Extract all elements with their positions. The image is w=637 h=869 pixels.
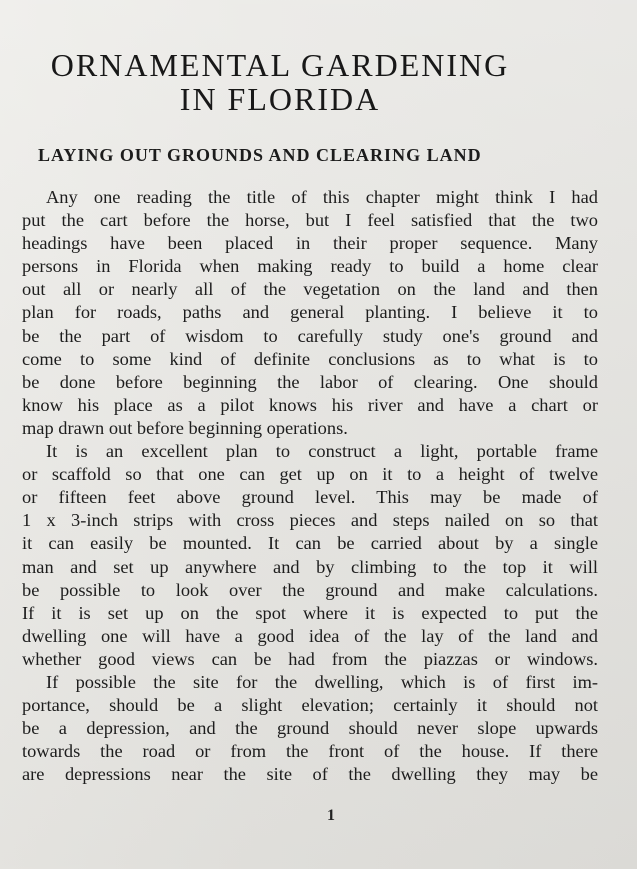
text-line: out all or nearly all of the vegetation on the land and then	[22, 279, 598, 300]
text-line: be the part of wisdom to carefully study one's ground and	[22, 325, 598, 346]
book-title-line-2: IN FLORIDA	[179, 81, 381, 117]
text-line: or fifteen feet above ground level. This may be made of	[22, 487, 598, 508]
text-line: come to some kind of definite conclusions as to what is to	[22, 348, 598, 369]
text-line: dwelling one will have a good idea of the lay of the land and	[22, 625, 598, 646]
chapter-title: LAYING OUT GROUNDS AND CLEARING LAND	[38, 145, 482, 165]
text-line: man and set up anywhere and by climbing to the top it will	[22, 556, 598, 577]
text-line: Any one reading the title of this chapter might think I had	[46, 187, 598, 207]
text-line: If possible the site for the dwelling, which is of first im-	[46, 671, 598, 692]
text-line: portance, should be a slight elevation; certainly it should not	[22, 695, 598, 716]
text-line: towards the road or from the front of the house. If there	[22, 741, 598, 762]
text-line: be a depression, and the ground should never slope upwards	[22, 718, 598, 739]
text-line: know his place as a pilot knows his river and have a chart or	[22, 394, 598, 415]
text-line: whether good views can be had from the piazzas or windows.	[22, 648, 598, 669]
text-line: It is an excellent plan to construct a light, portable frame	[46, 441, 598, 462]
text-line: or scaffold so that one can get up on it to a height of twelve	[22, 464, 598, 485]
text-line: 1 x 3-inch strips with cross pieces and steps nailed on so that	[22, 510, 598, 531]
text-line: plan for roads, paths and general planting. I believe it to	[22, 302, 598, 323]
body-text	[22, 186, 598, 786]
text-line: are depressions near the site of the dwelling they may be	[22, 764, 598, 785]
text-line: If it is set up on the spot where it is expected to put the	[22, 602, 598, 623]
text-line: be possible to look over the ground and make calculations.	[22, 579, 598, 600]
text-line: it can easily be mounted. It can be carried about by a single	[22, 533, 598, 554]
text-line: headings have been placed in their proper sequence. Many	[22, 233, 598, 254]
book-title-line-1: ORNAMENTAL GARDENING	[50, 47, 510, 83]
page-number: 1	[327, 807, 335, 824]
text-line: map drawn out before beginning operations.	[22, 417, 348, 438]
text-line: be done before beginning the labor of clearing. One should	[22, 371, 598, 392]
text-line: persons in Florida when making ready to build a home clear	[22, 256, 598, 277]
text-line: put the cart before the horse, but I feel satisfied that the two	[22, 210, 598, 231]
